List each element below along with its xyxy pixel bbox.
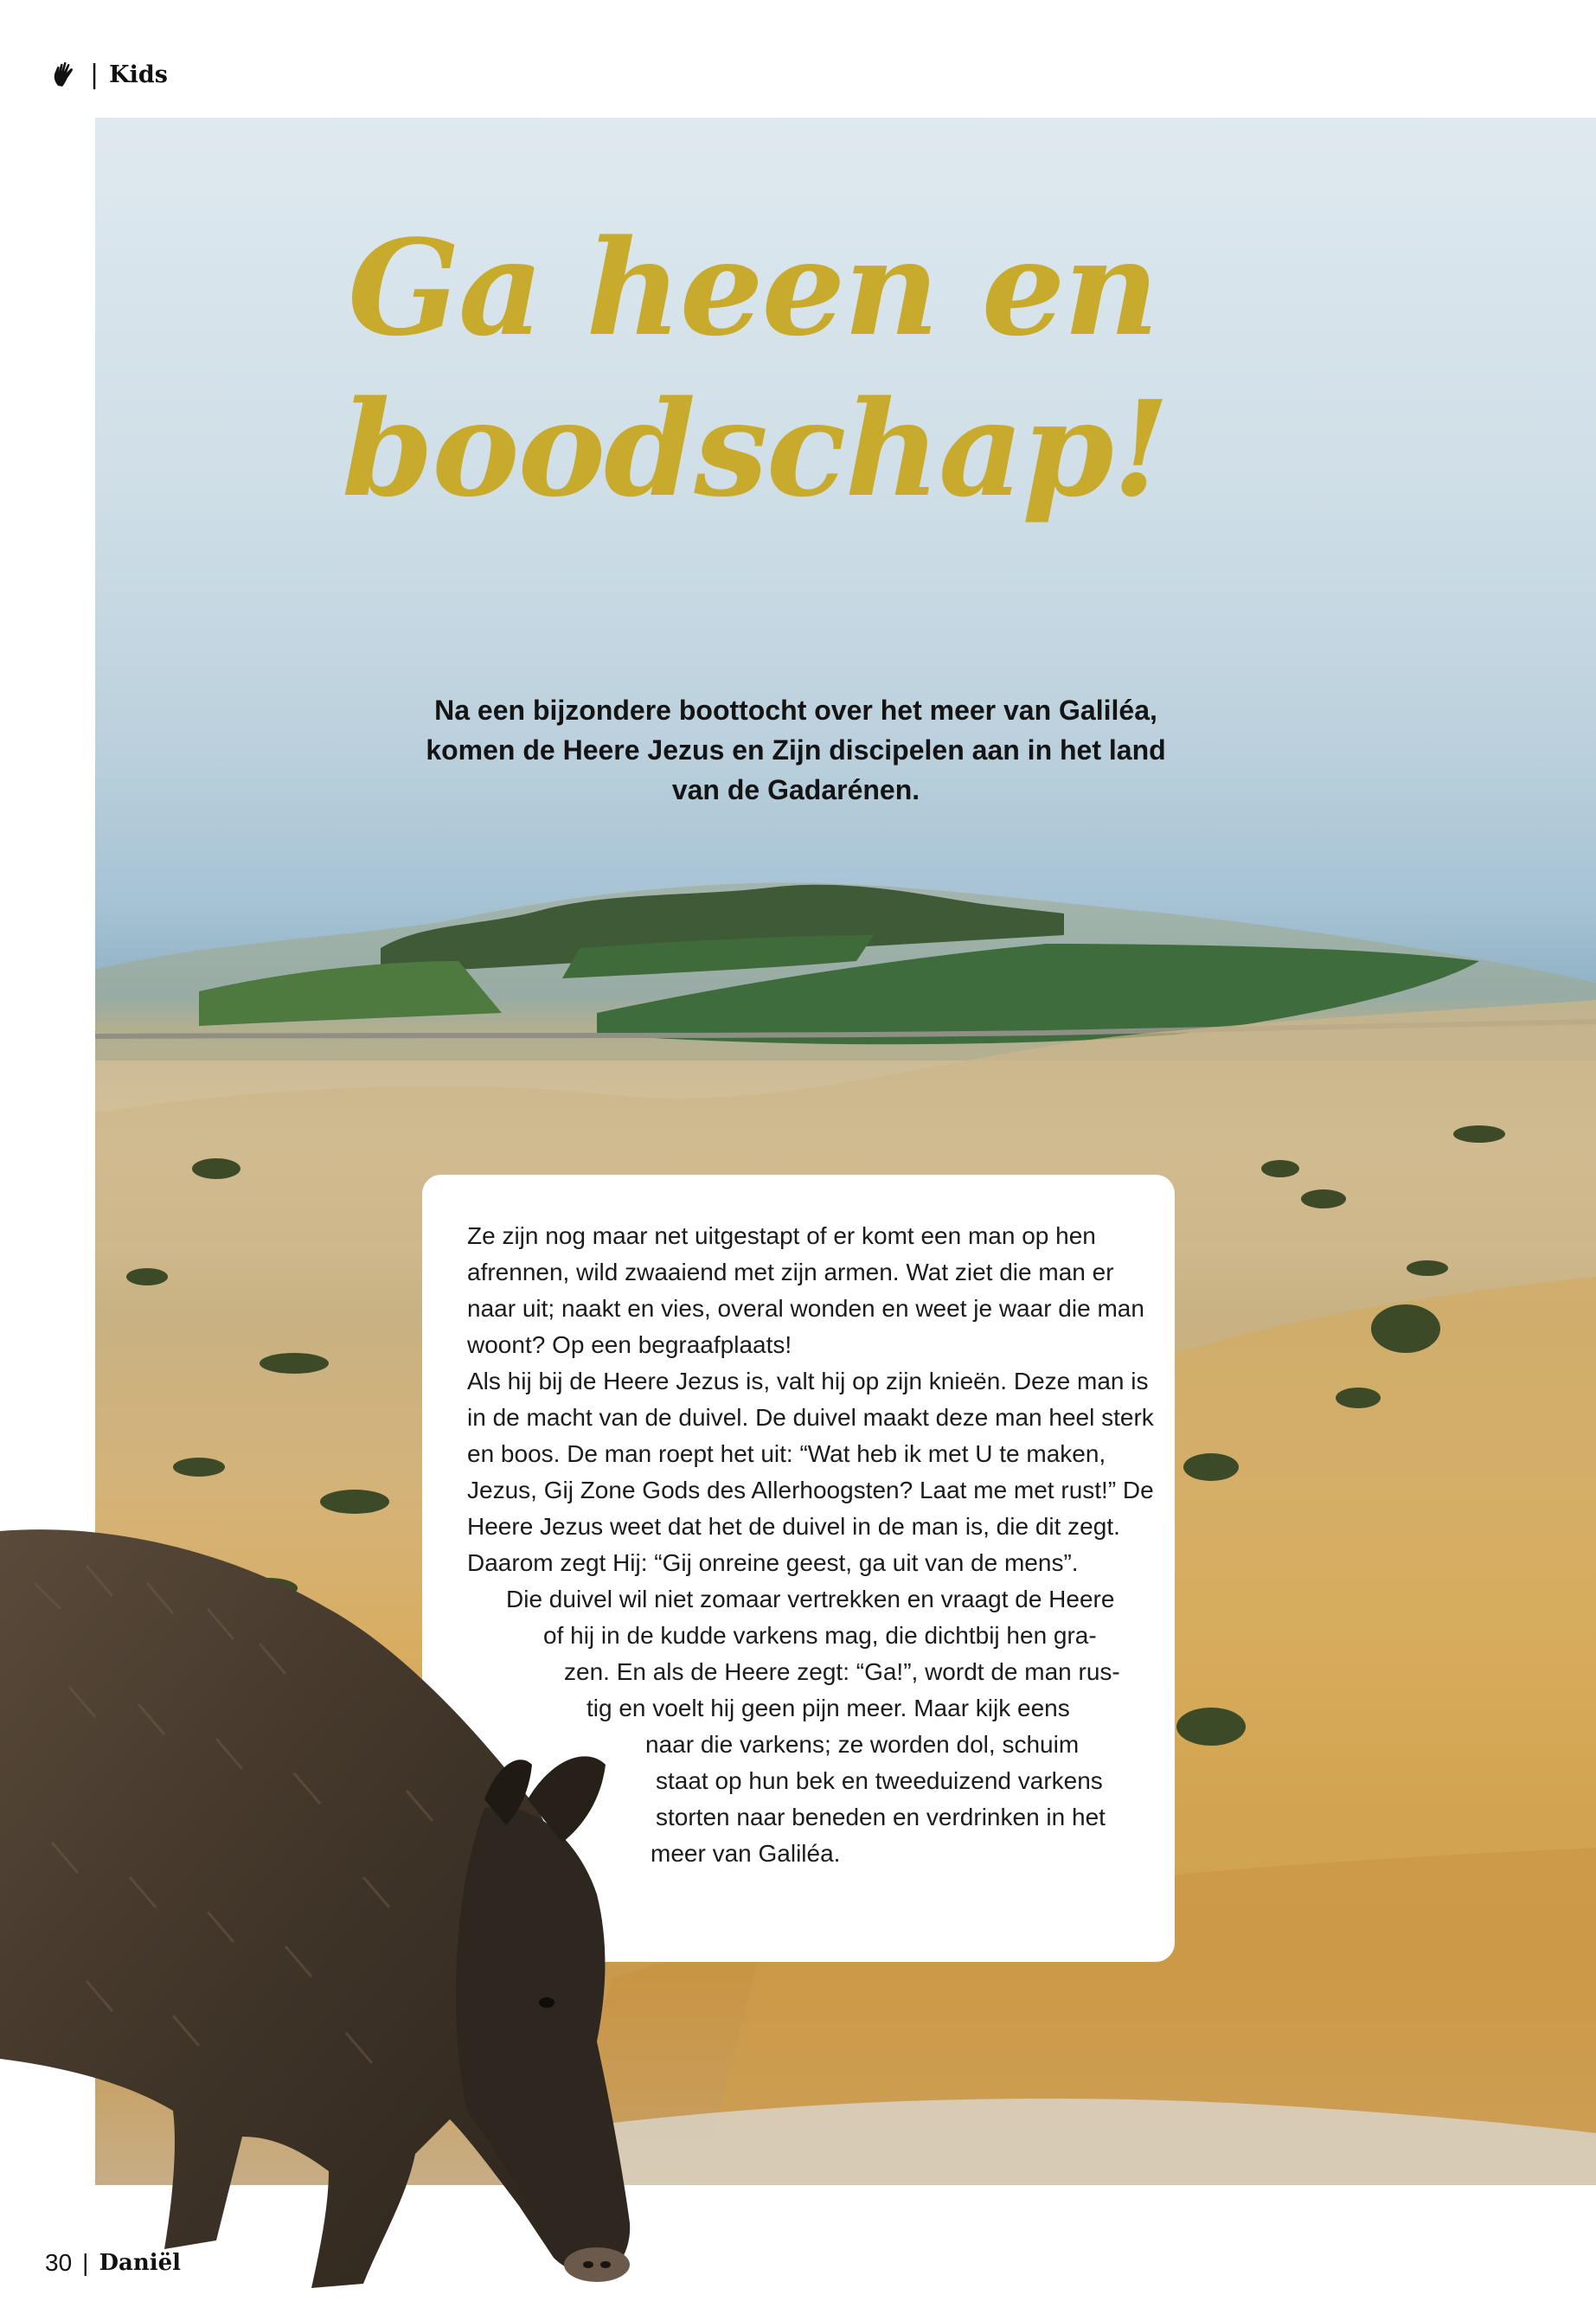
intro-text: Na een bijzondere boottocht over het meer van Galiléa, komen de Heere Jezus en Zijn discipelen aan in het land van de Gadarénen. — [426, 695, 1166, 805]
story-line: staat op hun bek en tweeduizend varkens — [656, 1767, 1103, 1794]
story-paragraph-2: Als hij bij de Heere Jezus is, valt hij op zijn knieën. Deze man is in de macht van de duivel. De duivel maakt deze man heel sterk en boos. De man roept het uit: “Wat heb ik met U te maken, Jezus, Gij Zone Gods des Allerhoogsten? Laat me met rust!” De Heere Jezus weet dat het de duivel in de man is, die dit zegt. Daarom zegt Hij: “Gij onreine geest, ga uit van de mens”. — [467, 1368, 1154, 1576]
magazine-name: Daniël — [99, 2250, 182, 2276]
story-line: Die duivel wil niet zomaar vertrekken en vraagt de Heere — [506, 1586, 1115, 1612]
title-line-2: boodschap! — [342, 371, 1169, 526]
page-footer — [45, 2246, 181, 2280]
wild-boar-image — [0, 1514, 657, 2301]
section-header — [50, 57, 168, 92]
page-number: 30 — [45, 2249, 73, 2276]
header-separator: | — [90, 59, 99, 90]
story-paragraph-1: Ze zijn nog maar net uitgestapt of er komt een man op hen afrennen, wild zwaaiend met zijn armen. Wat ziet die man er naar uit; naakt en vies, overal wonden en weet je waar die man woont? Op een begraafplaats! — [467, 1222, 1144, 1358]
story-line: zen. En als de Heere zegt: “Ga!”, wordt de man rus- — [564, 1658, 1120, 1685]
story-line: tig en voelt hij geen pijn meer. Maar kijk eens — [586, 1695, 1070, 1721]
page-title — [342, 208, 1169, 529]
story-line: naar die varkens; ze worden dol, schuim — [645, 1731, 1080, 1758]
footer-separator: | — [82, 2249, 89, 2276]
section-label: Kids — [109, 61, 168, 88]
story-line: storten naar beneden en verdrinken in het — [656, 1804, 1106, 1830]
title-line-1: Ga heen en — [348, 210, 1157, 365]
story-line: meer van Galiléa. — [651, 1840, 841, 1867]
hand-icon — [50, 60, 80, 89]
story-line: of hij in de kudde varkens mag, die dichtbij hen gra- — [543, 1622, 1097, 1649]
